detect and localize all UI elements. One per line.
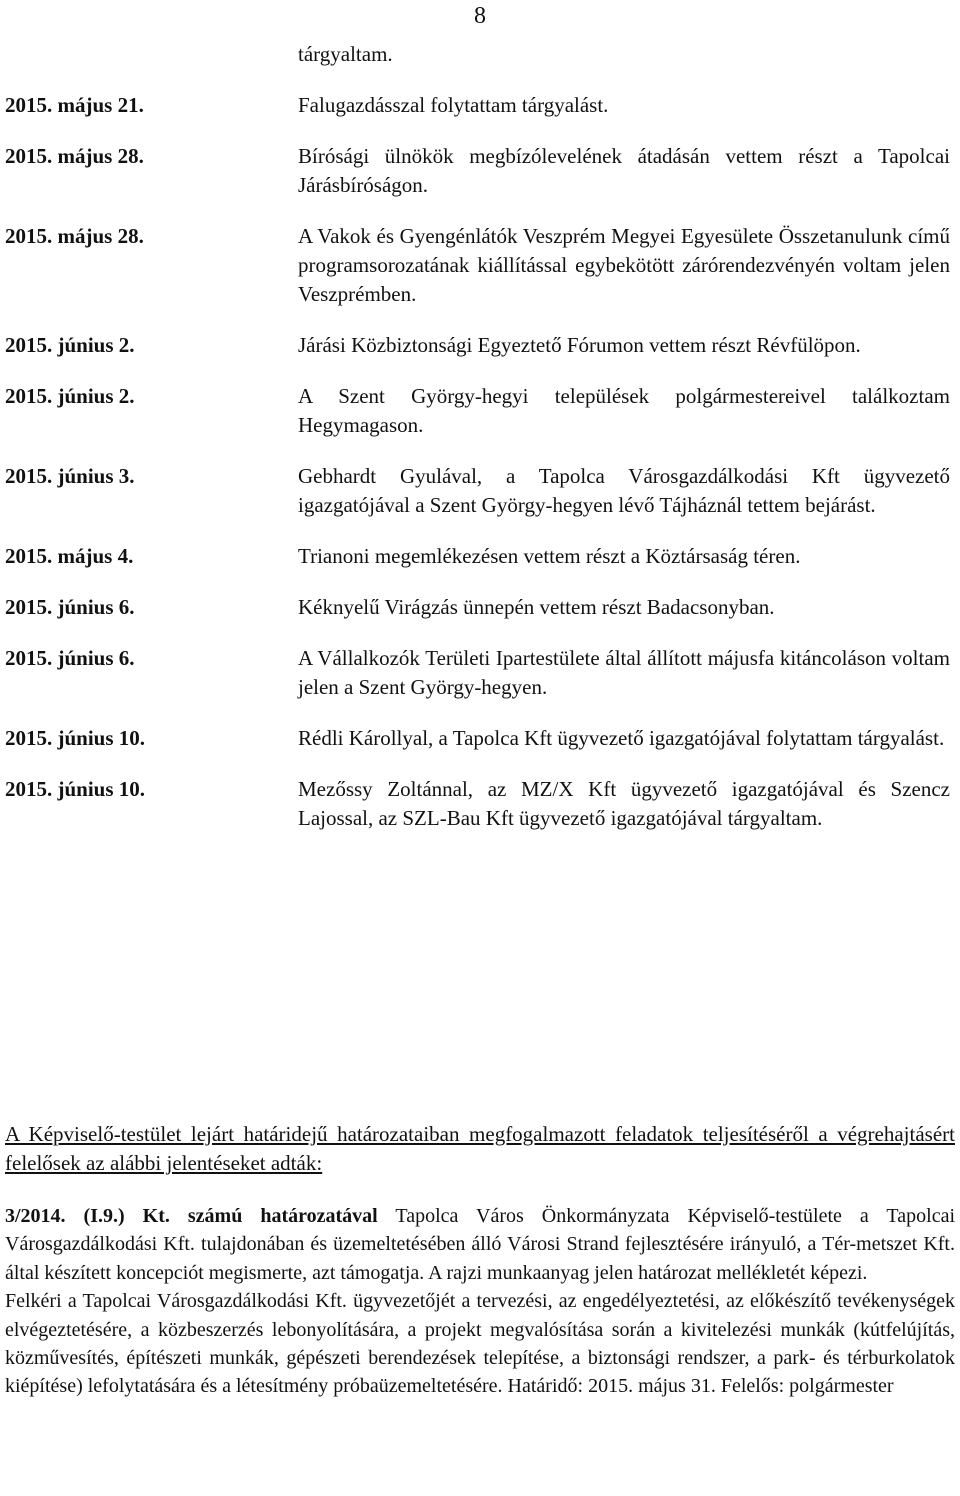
report-heading: A Képviselő-testület lejárt határidejű határozataiban megfogalmazott feladatok teljesítéséről a végrehajtásért felelősek az alábbi jelentéseket adták: [5, 1122, 955, 1175]
log-entry [0, 724, 960, 753]
entry-text: Gebhardt Gyulával, a Tapolca Városgazdálkodási Kft ügyvezető igazgatójával a Szent György-hegyen lévő Tájháznál tettem bejárást. [298, 464, 950, 517]
entry-text: Falugazdásszal folytattam tárgyalást. [298, 93, 609, 117]
log-entry [0, 382, 960, 440]
entry-date: 2015. június 6. [5, 646, 135, 670]
entry-text: Járási Közbiztonsági Egyeztető Fórumon vettem részt Révfülöpon. [298, 333, 861, 357]
log-entry [0, 462, 960, 520]
entry-text: Rédli Károllyal, a Tapolca Kft ügyvezető igazgatójával folytattam tárgyalást. [298, 726, 945, 750]
log-entry [0, 142, 960, 200]
log-entry [0, 222, 960, 309]
page-number: 8 [474, 3, 486, 29]
log-entry [0, 91, 960, 120]
resolution-text: Tapolca Város Önkormányzata Képviselő-testülete a Tapolcai Városgazdálkodási Kft. tulajdonában és üzemeltetésében álló Városi Strand fejlesztésére irányuló, a Tér-metszet Kft. által készített koncepciót megismerte, azt támogatja. A rajzi munkaanyag jelen határozat mellékletét képezi. [5, 1205, 956, 1284]
entry-date: 2015. május 4. [5, 544, 134, 568]
entry-date: 2015. június 10. [5, 777, 146, 801]
entry-text: A Vállalkozók Területi Ipartestülete által állított májusfa kitáncoláson voltam jelen a Szent György-hegyen. [298, 646, 950, 699]
resolution-report [5, 1120, 955, 1401]
entry-date: 2015. május 28. [5, 224, 144, 248]
log-entry [0, 331, 960, 360]
log-entry [0, 644, 960, 702]
entry-date: 2015. május 28. [5, 144, 144, 168]
resolution-request-paragraph: Felkéri a Tapolcai Városgazdálkodási Kft. ügyvezetőjét a tervezési, az engedélyeztetési, az előkészítő tevékenységek elvégeztetésére, a közbeszerzés lebonyolítására, a projekt megvalósítása során a kivitelezési munkák (kútfelújítás, közművesítés, építészeti munkák, gépészeti berendezések telepítése, a biztonsági rendszer, a park- és térburkolatok kiépítése) lefolytatására és a létesítmény próbaüzemeltetésére. Határidő: 2015. május 31. Felelős: polgármester [5, 1290, 955, 1398]
resolution-number: 3/2014. (I.9.) Kt. számú határozatával [5, 1205, 378, 1227]
entry-date: 2015. június 10. [5, 726, 146, 750]
entry-date: 2015. június 2. [5, 384, 135, 408]
entry-date: 2015. június 6. [5, 595, 135, 619]
log-entry [0, 775, 960, 833]
entry-text: tárgyaltam. [298, 42, 393, 66]
log-entry [0, 542, 960, 571]
log-entry [0, 593, 960, 622]
entry-date: 2015. június 2. [5, 333, 135, 357]
entry-text: A Vakok és Gyengénlátók Veszprém Megyei Egyesülete Összetanulunk című programsorozatának kiállítással egybekötött zárórendezvényén voltam jelen Veszprémben. [298, 224, 950, 306]
entry-date: 2015. június 3. [5, 464, 135, 488]
activity-log [0, 40, 960, 855]
entry-text: Kéknyelű Virágzás ünnepén vettem részt Badacsonyban. [298, 595, 775, 619]
resolution-paragraph [5, 1202, 955, 1287]
entry-text: Trianoni megemlékezésen vettem részt a Köztársaság téren. [298, 544, 801, 568]
log-entry [0, 40, 960, 69]
entry-text: Mezőssy Zoltánnal, az MZ/X Kft ügyvezető igazgatójával és Szencz Lajossal, az SZL-Bau Kft ügyvezető igazgatójával tárgyaltam. [298, 777, 950, 830]
entry-text: A Szent György-hegyi települések polgármestereivel találkoztam Hegymagason. [298, 384, 950, 437]
entry-text: Bírósági ülnökök megbízólevelének átadásán vettem részt a Tapolcai Járásbíróságon. [298, 144, 950, 197]
entry-date: 2015. május 21. [5, 93, 144, 117]
